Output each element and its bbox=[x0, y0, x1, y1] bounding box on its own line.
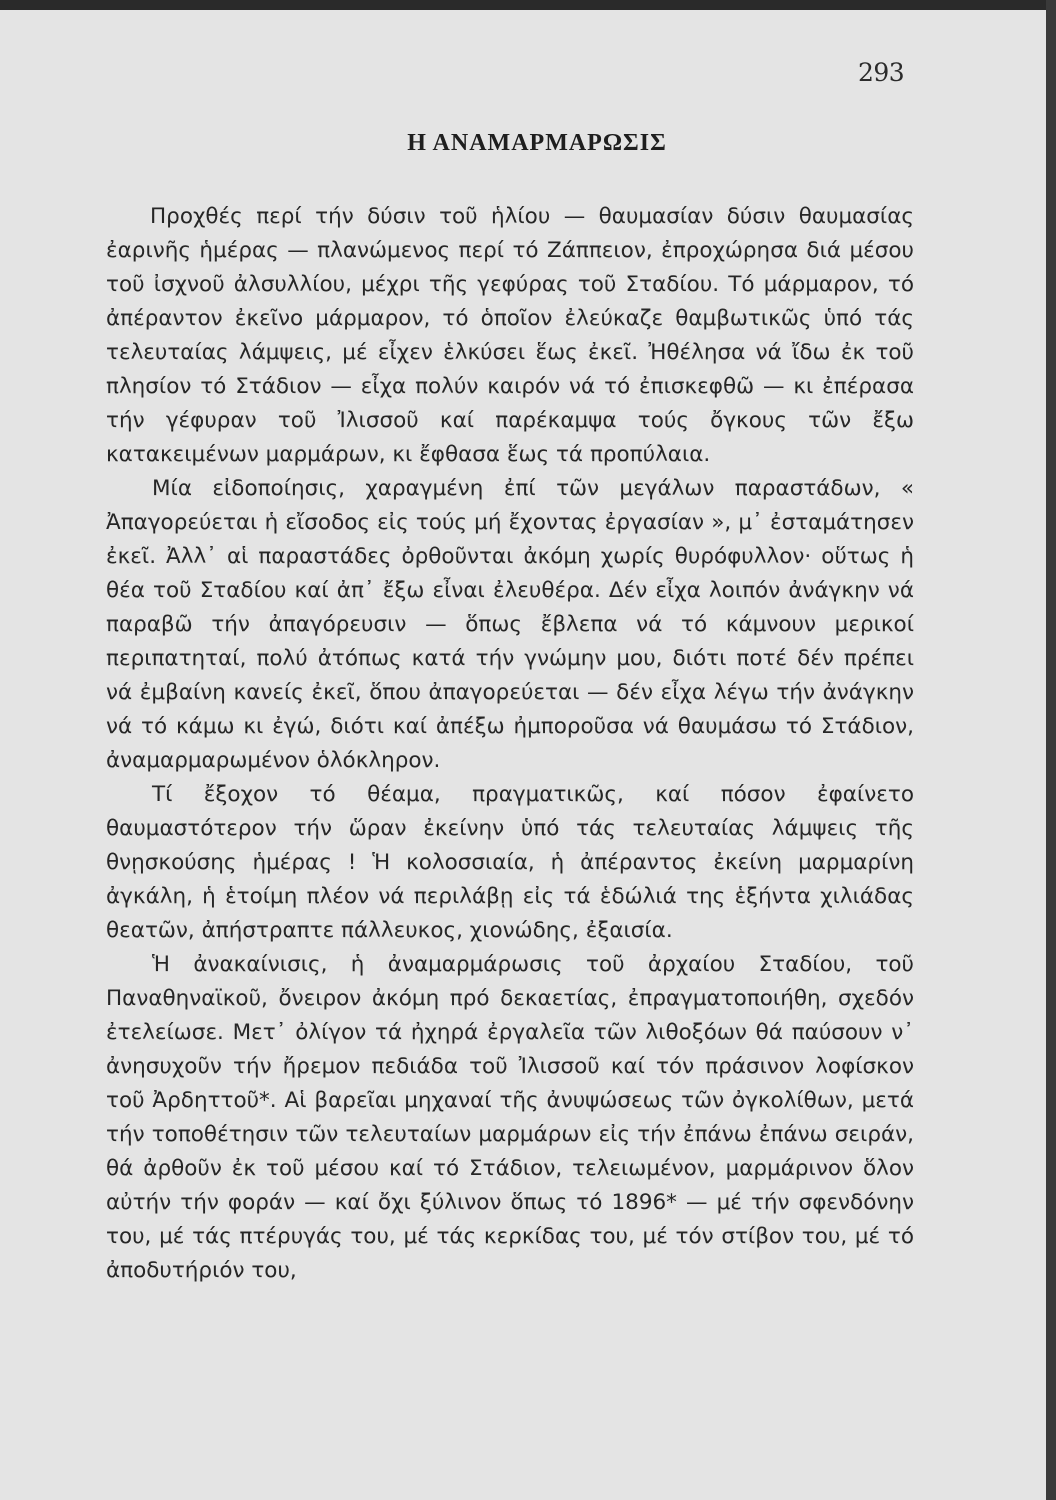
page-number: 293 bbox=[858, 58, 905, 87]
body-text bbox=[106, 200, 914, 1288]
paragraph-4: Ἡ ἀνακαίνισις, ἡ ἀναμαρμάρωσις τοῦ ἀρχαίου Σταδίου, τοῦ Παναθηναϊκοῦ, ὄνειρον ἀκόμη πρό δεκαετίας, ἐπραγματοποιήθη, σχεδόν ἐτελείωσε. Μετ᾿ ὀλίγον τά ἠχηρά ἐργαλεῖα τῶν λιθοξόων θά παύσουν ν᾿ ἀνησυχοῦν τήν ἤρεμον πεδιάδα τοῦ Ἰλισσοῦ καί τόν πράσινον λοφίσκον τοῦ Ἀρδηττοῦ*. Αἱ βαρεῖαι μηχαναί τῆς ἀνυψώσεως τῶν ὀγκολίθων, μετά τήν τοποθέτησιν τῶν τελευταίων μαρμάρων εἰς τήν ἐπάνω ἐπάνω σειράν, θά ἀρθοῦν ἐκ τοῦ μέσου καί τό Στάδιον, τελειωμένον, μαρμάρινον ὅλον αὐτήν τήν φοράν — καί ὄχι ξύλινον ὅπως τό 1896* — μέ τήν σφενδόνην του, μέ τάς πτέρυγάς του, μέ τάς κερκίδας του, μέ τόν στίβον του, μέ τό ἀποδυτήριόν του, bbox=[106, 952, 914, 1283]
book-page bbox=[0, 10, 1046, 1500]
chapter-title: Η ΑΝΑΜΑΡΜΑΡΩΣΙΣ bbox=[407, 130, 667, 156]
paragraph-2: Μία εἰδοποίησις, χαραγμένη ἐπί τῶν μεγάλων παραστάδων, « Ἀπαγορεύεται ἡ εἴσοδος εἰς τούς μή ἔχοντας ἐργασίαν », μ᾿ ἐσταμάτησεν ἐκεῖ. Ἀλλ᾿ αἱ παραστάδες ὀρθοῦνται ἀκόμη χωρίς θυρόφυλλον· οὕτως ἡ θέα τοῦ Σταδίου καί ἀπ᾿ ἔξω εἶναι ἐλευθέρα. Δέν εἶχα λοιπόν ἀνάγκην νά παραβῶ τήν ἀπαγόρευσιν — ὅπως ἔβλεπα νά τό κάμνουν μερικοί περιπατηταί, πολύ ἀτόπως κατά τήν γνώμην μου, διότι ποτέ δέν πρέπει νά ἐμβαίνη κανείς ἐκεῖ, ὅπου ἀπαγορεύεται — δέν εἶχα λέγω τήν ἀνάγκην νά τό κάμω κι ἐγώ, διότι καί ἀπέξω ἠμποροῦσα νά θαυμάσω τό Στάδιον, ἀναμαρμαρωμένον ὁλόκληρον. bbox=[106, 476, 914, 773]
paragraph-3: Τί ἔξοχον τό θέαμα, πραγματικῶς, καί πόσον ἐφαίνετο θαυμαστότερον τήν ὥραν ἐκείνην ὑπό τάς τελευταίας λάμψεις τῆς θνῃσκούσης ἡμέρας ! Ἡ κολοσσιαία, ἡ ἀπέραντος ἐκείνη μαρμαρίνη ἀγκάλη, ἡ ἑτοίμη πλέον νά περιλάβῃ εἰς τά ἑδώλιά της ἑξήντα χιλιάδας θεατῶν, ἀπήστραπτε πάλλευκος, χιονώδης, ἐξαισία. bbox=[106, 782, 914, 943]
page-edge-shadow bbox=[1046, 0, 1056, 1500]
paragraph-1: Προχθές περί τήν δύσιν τοῦ ἡλίου — θαυμασίαν δύσιν θαυμασίας ἐαρινῆς ἡμέρας — πλανώμενος περί τό Ζάππειον, ἐπροχώρησα διά μέσου τοῦ ἰσχνοῦ ἀλσυλλίου, μέχρι τῆς γεφύρας τοῦ Σταδίου. Τό μάρμαρον, τό ἀπέραντον ἐκεῖνο μάρμαρον, τό ὁποῖον ἐλεύκαζε θαμβωτικῶς ὑπό τάς τελευταίας λάμψεις, μέ εἶχεν ἑλκύσει ἕως ἐκεῖ. Ἠθέλησα νά ἴδω ἐκ τοῦ πλησίον τό Στάδιον — εἶχα πολύν καιρόν νά τό ἐπισκεφθῶ — κι ἐπέρασα τήν γέφυραν τοῦ Ἰλισσοῦ καί παρέκαμψα τούς ὄγκους τῶν ἔξω κατακειμένων μαρμάρων, κι ἔφθασα ἕως τά προπύλαια. bbox=[106, 204, 914, 467]
